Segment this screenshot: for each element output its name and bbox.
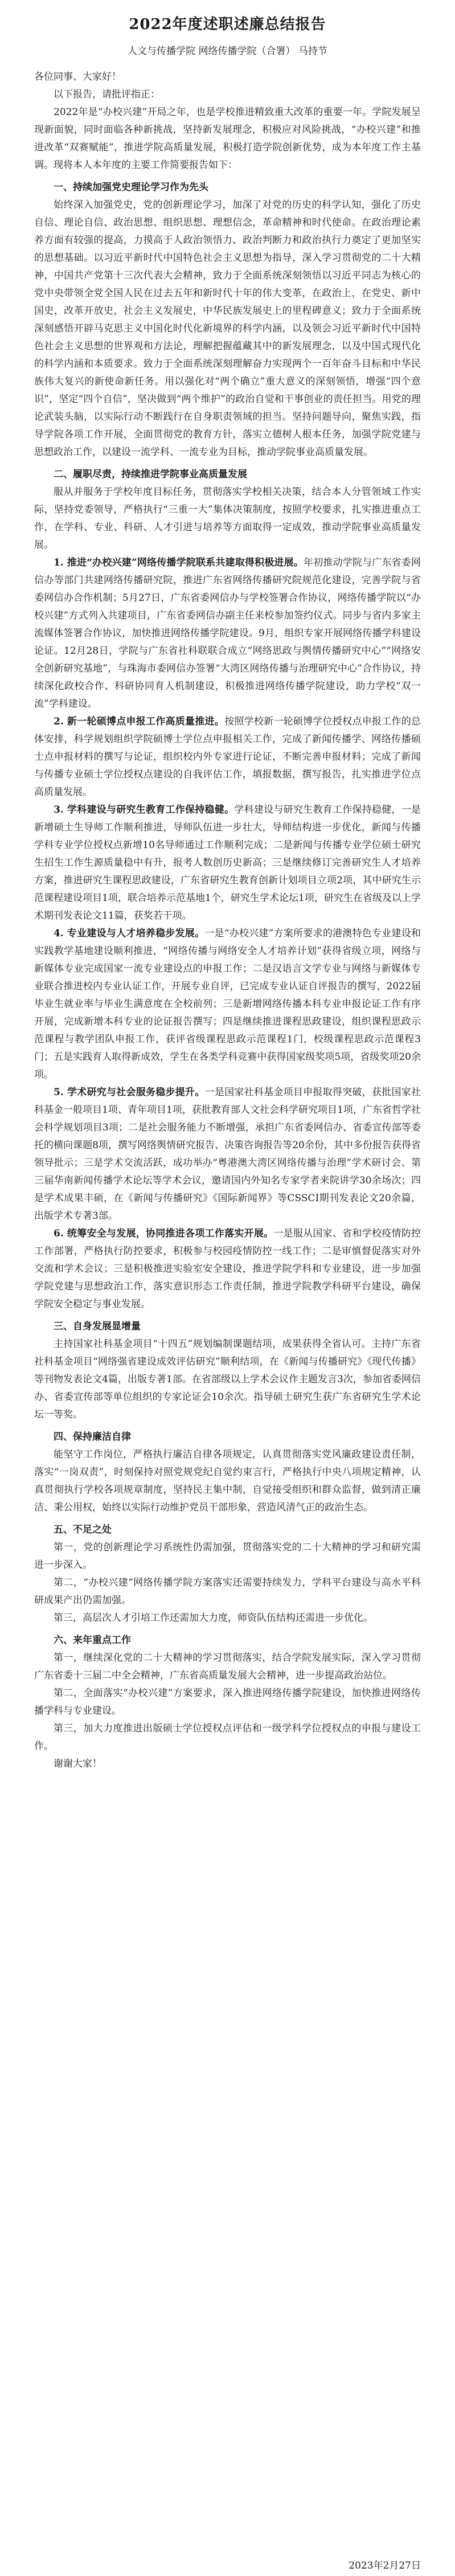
subsection-text: 年初推动学院与广东省委网信办等部门共建网络传播研究院，推进广东省网络传播研究院规范化建设，完善学院与省委网信办合作机制；5月27日，广东省委网信办与学校签署合作协议，网络传播学院以“办校兴建”方式列入共建项目，广东省委网信办副主任来校参加签约仪式。同步与省内多家主流媒体签署合作协议，加快推进网络传播学院建设。9月，组织专家开展网络传播学科建设论证。12月28日，学院与广东省社科联联合成立“网络思政与舆情传播研究中心”“网络安全创新研究基地”，与珠海市委网信办签署“大湾区网络传播与治理研究中心”合作协议，持续深化政校合作、科研协同育人机制建设，积极推进网络传播学院建设，助力学校“双一流”学科建设。	[34, 557, 421, 710]
section	[34, 1428, 421, 1517]
report-title: 2022年度述职述廉总结报告	[129, 16, 326, 33]
subsection-heading: 1. 推进“办校兴建”网络传播学院联系共建取得积极进展。	[54, 557, 304, 568]
section-paragraph: 始终深入加强党史，党的创新理论学习，加深了对党的历史的科学认知，强化了历史自信、理论自信、政治思想、组织思想、理想信念，革命精神和时代使命。在政治理论素养方面有较强的提高，力摸高于人政治领悟力、政治判断力和政治执行力奠定了更加坚实的思想基础。以习近平新时代中国特色社会主义思想为指导，深入学习贯彻党的二十大精神，中国共产党第十三次代表大会精神，致力于全面系统深刻领悟以习近平同志为核心的党中央带领全党全国人民在过去五年和新时代十年的伟大变革，在政治上，在党史、新中国史，改革开放史，社会主义发展史，中华民族发展史上的里程碑意义；致力于全面系统深刻感悟开辟马克思主义中国化时代化新境界的科学内涵，以及领会习近平新时代中国特色社会主义思想的世界观和方法论，理解把握蕴藏其中的新发展理念，以及中国式现代化的科学内涵和本质要求。致力于全面系统深刻理解奋力实现两个一百年奋斗目标和中华民族伟大复兴的新使命新任务。用以强化对“两个确立”重大意义的深刻领悟，增强“四个意识”，坚定“四个自信”，坚决做到“两个维护”的政治自觉和干事创业的责任担当。用党的理论武装头脑，以实际行动不断践行在自身职责领域的担当。坚持问题导向，聚焦实践，指导学院各项工作开展，全面贯彻党的教育方针，落实立德树人根本任务，加强学院党建与思想政治工作，以建设一流学科、一流专业为目标，推动学院事业高质量发展。	[34, 199, 421, 458]
subsection-text: 按照学校新一轮硕博学位授权点申报工作的总体安排，科学规划组织学院硕博士学位点申报相关工作，完成了新闻传播学、网络传播硕士点申报材料的撰写与论证，组织校内外专家进行论证，不断完善申报材料；完成了新闻与传播专业硕士学位授权点建设的自我评估工作，填报数据，撰写报告，扎实推进学位点高质量发展。	[34, 716, 421, 798]
section-paragraph: 第三，高层次人才引培工作还需加大力度，师资队伍结构还需进一步优化。	[54, 1612, 373, 1624]
section-paragraph: 能坚守工作岗位，严格执行廉洁自律各项规定，认真贯彻落实党风廉政建设责任制，落实“一岗双责”，时刻保持对照党规党纪自觉约束言行，严格执行中央八项规定精神，认真贯彻执行学校各项规章制度，坚持民主集中制，自觉接受组织和群众监督，做到清正廉洁、秉公用权，始终以实际行动维护党员干部形象，营造风清气正的政治生态。	[34, 1449, 421, 1513]
section	[34, 1521, 421, 1627]
subsection	[34, 801, 421, 925]
section-paragraph: 第一，继续深化党的二十大精神的学习贯彻落实，结合学院发展实际，深入学习贯彻广东省委十三届二中全会精神，广东省高质量发展大会精神，进一步提高政治站位。	[34, 1652, 421, 1681]
subsection-heading: 2. 新一轮硕博点申报工作高质量推进。	[54, 716, 225, 727]
section-heading: 一、持续加强党史理论学习作为先头	[54, 182, 208, 193]
subsection	[34, 554, 421, 713]
section-paragraph: 第三，加大力度推进出版硕士学位授权点评估和一级学科学位授权点的申报与建设工作。	[34, 1723, 421, 1752]
section-paragraph: 服从并服务于学校年度目标任务，贯彻落实学校相关决策，结合本人分管领域工作实际，坚持党委领导，严格执行“三重一大”集体决策制度，按照学校要求，扎实推进重点工作，在学科、专业、科研、人才引进与培养等方面取得一定成效，推动学院事业高质量发展。	[34, 486, 421, 551]
author-byline: 人文与传播学院 网络传播学院（合署） 马持节	[128, 46, 327, 57]
subsection-text: 一是国家社科基金项目申报取得突破，获批国家社科基金一般项目1项、青年项目1项，获批教育部人文社会科学研究项目1项，广东省哲学社会科学规划项目3项；二是社会服务能力不断增强，承担广东省委网信办、省委宣传部等委托的横向课题8项，撰写网络舆情研究报告、决策咨询报告等20余份，其中多份报告获得省领导批示；三是学术交流活跃，成功举办“粤港澳大湾区网络传播与治理”学术研讨会、第三届华南新闻传播学术论坛等学术会议，邀请国内外知名专家学者来院讲学30余场次；四是学术成果丰硕，在《新闻与传播研究》《国际新闻界》等CSSCI期刊发表论文20余篇，出版学术专著3部。	[34, 1087, 421, 1222]
section-paragraph: 第一，党的创新理论学习系统性仍需加强，贯彻落实党的二十大精神的学习和研究需进一步深入。	[34, 1542, 421, 1571]
greeting: 各位同事、大家好！	[34, 71, 121, 83]
section	[34, 1318, 421, 1424]
subsection-heading: 6. 统筹安全与发展，协同推进各项工作落实开展。	[54, 1228, 274, 1239]
section	[34, 1632, 421, 1773]
intro	[34, 86, 421, 174]
subsection-text: 一是“办校兴建”方案所要求的港澳特色专业建设和实践教学基地建设顺利推进，“网络传播与网络安全人才培养计划”获得省级立项，网络与新媒体专业完成国家一流专业建设点的申报工作；二是汉语言文学专业与网络与新媒体专业联合推进校内专业认证工作，开展专业自评，已完成专业认证自评报告的撰写，2022届毕业生就业率与毕业生满意度在全校前列；三是新增网络传播本科专业申报论证工作有序开展，完成新增本科专业的论证报告撰写；四是继续推进课程思政建设，组织课程思政示范课程与教学团队申报工作，获评省级课程思政示范课程1门，校级课程思政示范课程3门；五是实践育人取得新成效，学生在各类学科竞赛中获得国家级奖项5项，省级奖项20余项。	[34, 928, 421, 1080]
subsection-text: 学科建设与研究生教育工作保持稳健，一是新增硕士生导师工作顺利推进，导师队伍进一步壮大，导师结构进一步优化，新闻与传播学科专业学位授权点新增10名导师通过工作顺利完成；二是新闻与传播专业学位硕士研究生招生工作生源质量稳中有升，报考人数创历史新高；三是继续修订完善研究生人才培养方案，推进研究生课程思政建设，广东省研究生教育创新计划项目立项2项，其中研究生示范课程建设项目1项，联合培养示范基地1个，研究生学术论坛1项，研究生在省级及以上学术期刊发表论文11篇，获奖若干项。	[34, 804, 421, 922]
section-paragraph: 主持国家社科基金项目“十四五”规划编制课题结项，成果获得全省认可。主持广东省社科基金项目“网络强省建设成效评估研究”顺利结项，在《新闻与传播研究》《现代传播》等刊物发表论文4篇，出版专著1部。在省部级以上学术会议作主题发言3次，参加省委网信办、省委宣传部等单位组织的专家论证会10余次。指导硕士研究生获广东省研究生学术论坛一等奖。	[34, 1338, 421, 1420]
subsection-heading: 5. 学术研究与社会服务稳步提升。	[54, 1087, 205, 1098]
subsection	[34, 1225, 421, 1313]
report-date: 2023年2月27日	[349, 2560, 421, 2571]
section	[34, 466, 421, 1313]
subsection	[34, 713, 421, 801]
section-heading: 二、履职尽责，持续推进学院事业高质量发展	[54, 469, 247, 480]
subsection-heading: 3. 学科建设与研究生教育工作保持稳健。	[54, 804, 235, 816]
subsection	[34, 1084, 421, 1225]
section-heading: 六、来年重点工作	[54, 1635, 131, 1646]
closing-thanks: 谢谢大家！	[54, 1758, 102, 1770]
section-paragraph: 第二，全面落实“办校兴建”方案要求，深入推进网络传播学院建设，加快推进网络传播学科与专业建设。	[34, 1688, 421, 1717]
subsection	[34, 925, 421, 1084]
section-heading: 五、不足之处	[54, 1524, 112, 1535]
subsection-heading: 4. 专业建设与人才培养稳步发展。	[54, 928, 205, 939]
section-heading: 三、自身发展显增量	[54, 1321, 141, 1332]
section-heading: 四、保持廉洁自律	[54, 1431, 131, 1443]
section-paragraph: 第二，“办校兴建”网络传播学院方案落实还需要持续发力，学科平台建设与高水平科研成果产出仍需加强。	[34, 1577, 421, 1606]
section	[34, 179, 421, 461]
subsection-text: 一是服从国家、省和学校疫情防控工作部署，严格执行防控要求，积极参与校园疫情防控一线工作；二是审慎督促落实对外交流和学术会议；三是积极推进实验室安全建设，推进学院学科和专业建设，进一步加强学院党建与思想政治工作，落实意识形态工作责任制，推进学院教学科研平台建设，确保学院安全稳定与事业发展。	[34, 1228, 421, 1310]
intro-paragraph: 以下报告，请批评指正：	[54, 89, 160, 100]
intro-paragraph: 2022年是“办校兴建”开局之年，也是学校推进精致重大改革的重要一年。学院发展呈现新面貌，同时面临各种新挑战，坚持新发展理念，积极应对风险挑战，“办校兴建”和推进改革“双赛赋能”，推进学院高质量发展，积极打造学院创新优势，成为本年度工作主基调。现将本人本年度的主要工作简要报告如下：	[34, 107, 421, 171]
